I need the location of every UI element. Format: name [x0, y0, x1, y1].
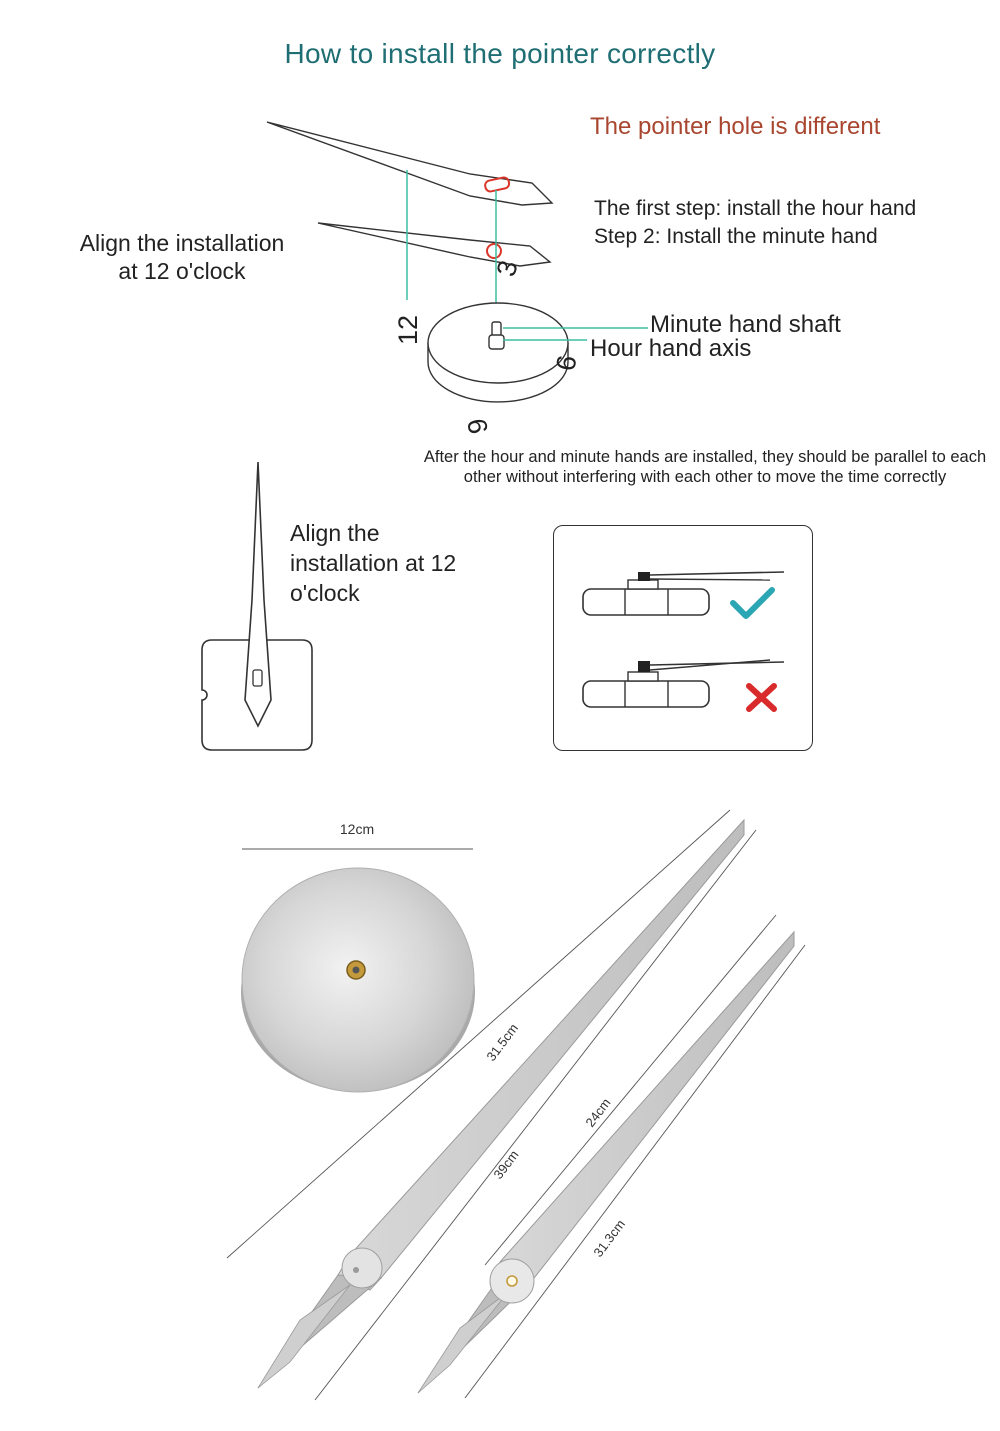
- align-side-line-3: o'clock: [290, 580, 360, 606]
- dial-number-12: 12: [393, 314, 423, 345]
- step-two: Step 2: Install the minute hand: [594, 225, 878, 248]
- long-total-dimension: 39cm: [490, 1147, 522, 1182]
- align-side-line-2: installation at 12: [290, 550, 457, 576]
- cross-icon: [749, 686, 774, 709]
- hole-note: The pointer hole is different: [590, 113, 881, 140]
- dial-number-3: 3: [490, 257, 524, 280]
- short-hand-schematic: [318, 223, 550, 266]
- short-total-dimension: 31.3cm: [590, 1216, 629, 1260]
- wrong-example: [583, 660, 784, 707]
- dial-number-9: 9: [461, 416, 494, 437]
- minute-shaft-label: Minute hand shaft: [650, 311, 841, 338]
- short-blade-dimension: 24cm: [582, 1095, 614, 1130]
- align-line-2: at 12 o'clock: [118, 258, 246, 284]
- parallel-note: After the hour and minute hands are installed, they should be parallel to each other without interfering with each other to move the time correctly: [423, 448, 987, 486]
- short-total-dimension-line: [465, 945, 805, 1398]
- long-blade-dimension: 31.5cm: [483, 1020, 522, 1064]
- check-icon: [733, 590, 772, 616]
- align-side-line-1: Align the: [290, 520, 380, 546]
- dial-number-6: 6: [550, 353, 583, 374]
- side-movement-schematic: [202, 462, 312, 750]
- align-line-1: Align the installation: [79, 230, 285, 256]
- movement-schematic: [428, 303, 568, 402]
- hour-axis-label: Hour hand axis: [590, 335, 752, 362]
- width-dimension-label: 12cm: [339, 821, 375, 837]
- page-title: How to install the pointer correctly: [284, 38, 716, 69]
- long-hand-schematic: [267, 122, 552, 205]
- step-one: The first step: install the hour hand: [594, 197, 917, 220]
- movement-disc-photo: [241, 868, 475, 1092]
